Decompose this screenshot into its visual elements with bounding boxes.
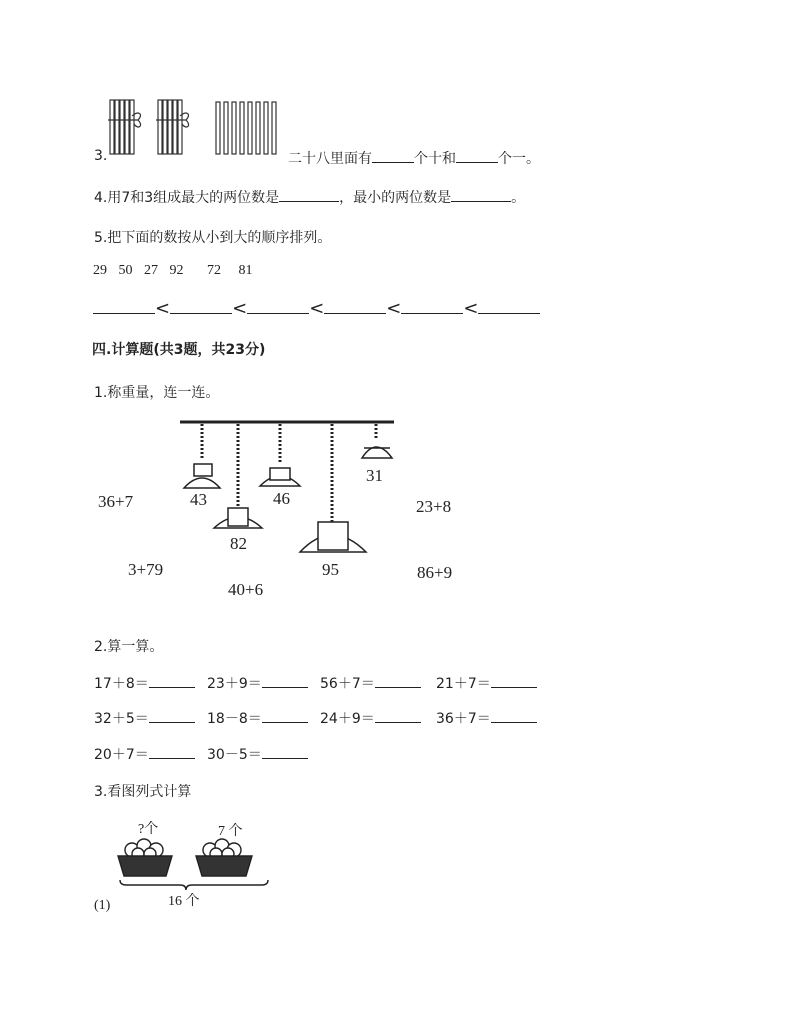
- scale-illustration: [180, 418, 400, 558]
- answer-blank[interactable]: [401, 299, 463, 314]
- question-4-text-c: 。: [511, 190, 526, 206]
- weight-label: 46: [273, 489, 290, 508]
- number-item: 81: [238, 263, 253, 278]
- question-number: 3.: [94, 148, 108, 164]
- expression-label[interactable]: 23+8: [416, 497, 452, 516]
- equation: 32＋5＝: [94, 708, 195, 728]
- answer-blank[interactable]: [262, 744, 308, 759]
- answer-blank[interactable]: [149, 744, 195, 759]
- answer-blank[interactable]: [262, 673, 308, 688]
- expression-label[interactable]: 3+79: [128, 560, 164, 579]
- less-than-sign: <: [155, 298, 171, 319]
- number-item: 92: [169, 263, 184, 278]
- stick-bundles-illustration: [108, 96, 288, 158]
- less-than-sign: <: [232, 298, 248, 319]
- question-3-text-b: 个十和: [414, 151, 456, 167]
- answer-blank[interactable]: [149, 673, 195, 688]
- expression-label[interactable]: 40+6: [228, 580, 264, 599]
- equation: 21＋7＝: [436, 673, 537, 693]
- answer-blank[interactable]: [375, 708, 421, 723]
- expression-label[interactable]: 86+9: [417, 563, 453, 582]
- baskets-illustration: [112, 836, 278, 890]
- equation: 20＋7＝: [94, 744, 195, 764]
- section-heading: 四.计算题(共3题，共23分): [92, 342, 266, 358]
- answer-blank[interactable]: [93, 299, 155, 314]
- answer-blank[interactable]: [149, 708, 195, 723]
- weight-label: 82: [230, 534, 247, 553]
- ordering-row: [93, 298, 540, 319]
- calc-3-title: 3.看图列式计算: [94, 784, 192, 800]
- question-4-text-b: ，最小的两位数是: [339, 190, 452, 206]
- less-than-sign: <: [386, 298, 402, 319]
- number-item: 27: [144, 263, 158, 278]
- equation: 17＋8＝: [94, 673, 195, 693]
- answer-blank[interactable]: [262, 708, 308, 723]
- weight-label: 43: [190, 490, 207, 509]
- answer-blank[interactable]: [279, 187, 339, 202]
- expression-label[interactable]: 36+7: [98, 492, 134, 511]
- question-4-text-a: 4.用7和3组成最大的两位数是: [94, 190, 280, 206]
- question-5-title: 5.把下面的数按从小到大的顺序排列。: [94, 230, 332, 246]
- total-label: 16 个: [168, 894, 200, 909]
- equation: 56＋7＝: [320, 673, 421, 693]
- answer-blank[interactable]: [170, 299, 232, 314]
- answer-blank[interactable]: [324, 299, 386, 314]
- equation: 23＋9＝: [207, 673, 308, 693]
- weight-label: 95: [322, 560, 339, 579]
- question-3-text: [288, 148, 540, 168]
- answer-blank[interactable]: [491, 708, 537, 723]
- number-list: [93, 263, 253, 279]
- answer-blank[interactable]: [491, 673, 537, 688]
- answer-blank[interactable]: [247, 299, 309, 314]
- less-than-sign: <: [463, 298, 479, 319]
- number-item: 72: [207, 263, 221, 278]
- calc-1-title: 1.称重量，连一连。: [94, 385, 220, 401]
- sub-question-label: (1): [94, 898, 111, 913]
- number-item: 29: [93, 263, 107, 278]
- equation: 24＋9＝: [320, 708, 421, 728]
- answer-blank[interactable]: [456, 148, 498, 163]
- calc-2-title: 2.算一算。: [94, 639, 164, 655]
- question-3-text-c: 个一。: [498, 151, 540, 167]
- equation: 30－5＝: [207, 744, 308, 764]
- equation: 36＋7＝: [436, 708, 537, 728]
- equation: 18－8＝: [207, 708, 308, 728]
- weight-label: 31: [366, 466, 383, 485]
- left-basket-label: ?个: [138, 822, 159, 837]
- question-3-text-a: 二十八里面有: [288, 151, 372, 167]
- answer-blank[interactable]: [375, 673, 421, 688]
- right-basket-label: 7 个: [218, 824, 243, 839]
- number-item: 50: [118, 263, 133, 278]
- answer-blank[interactable]: [372, 148, 414, 163]
- answer-blank[interactable]: [451, 187, 511, 202]
- answer-blank[interactable]: [478, 299, 540, 314]
- question-4: [94, 187, 525, 207]
- less-than-sign: <: [309, 298, 325, 319]
